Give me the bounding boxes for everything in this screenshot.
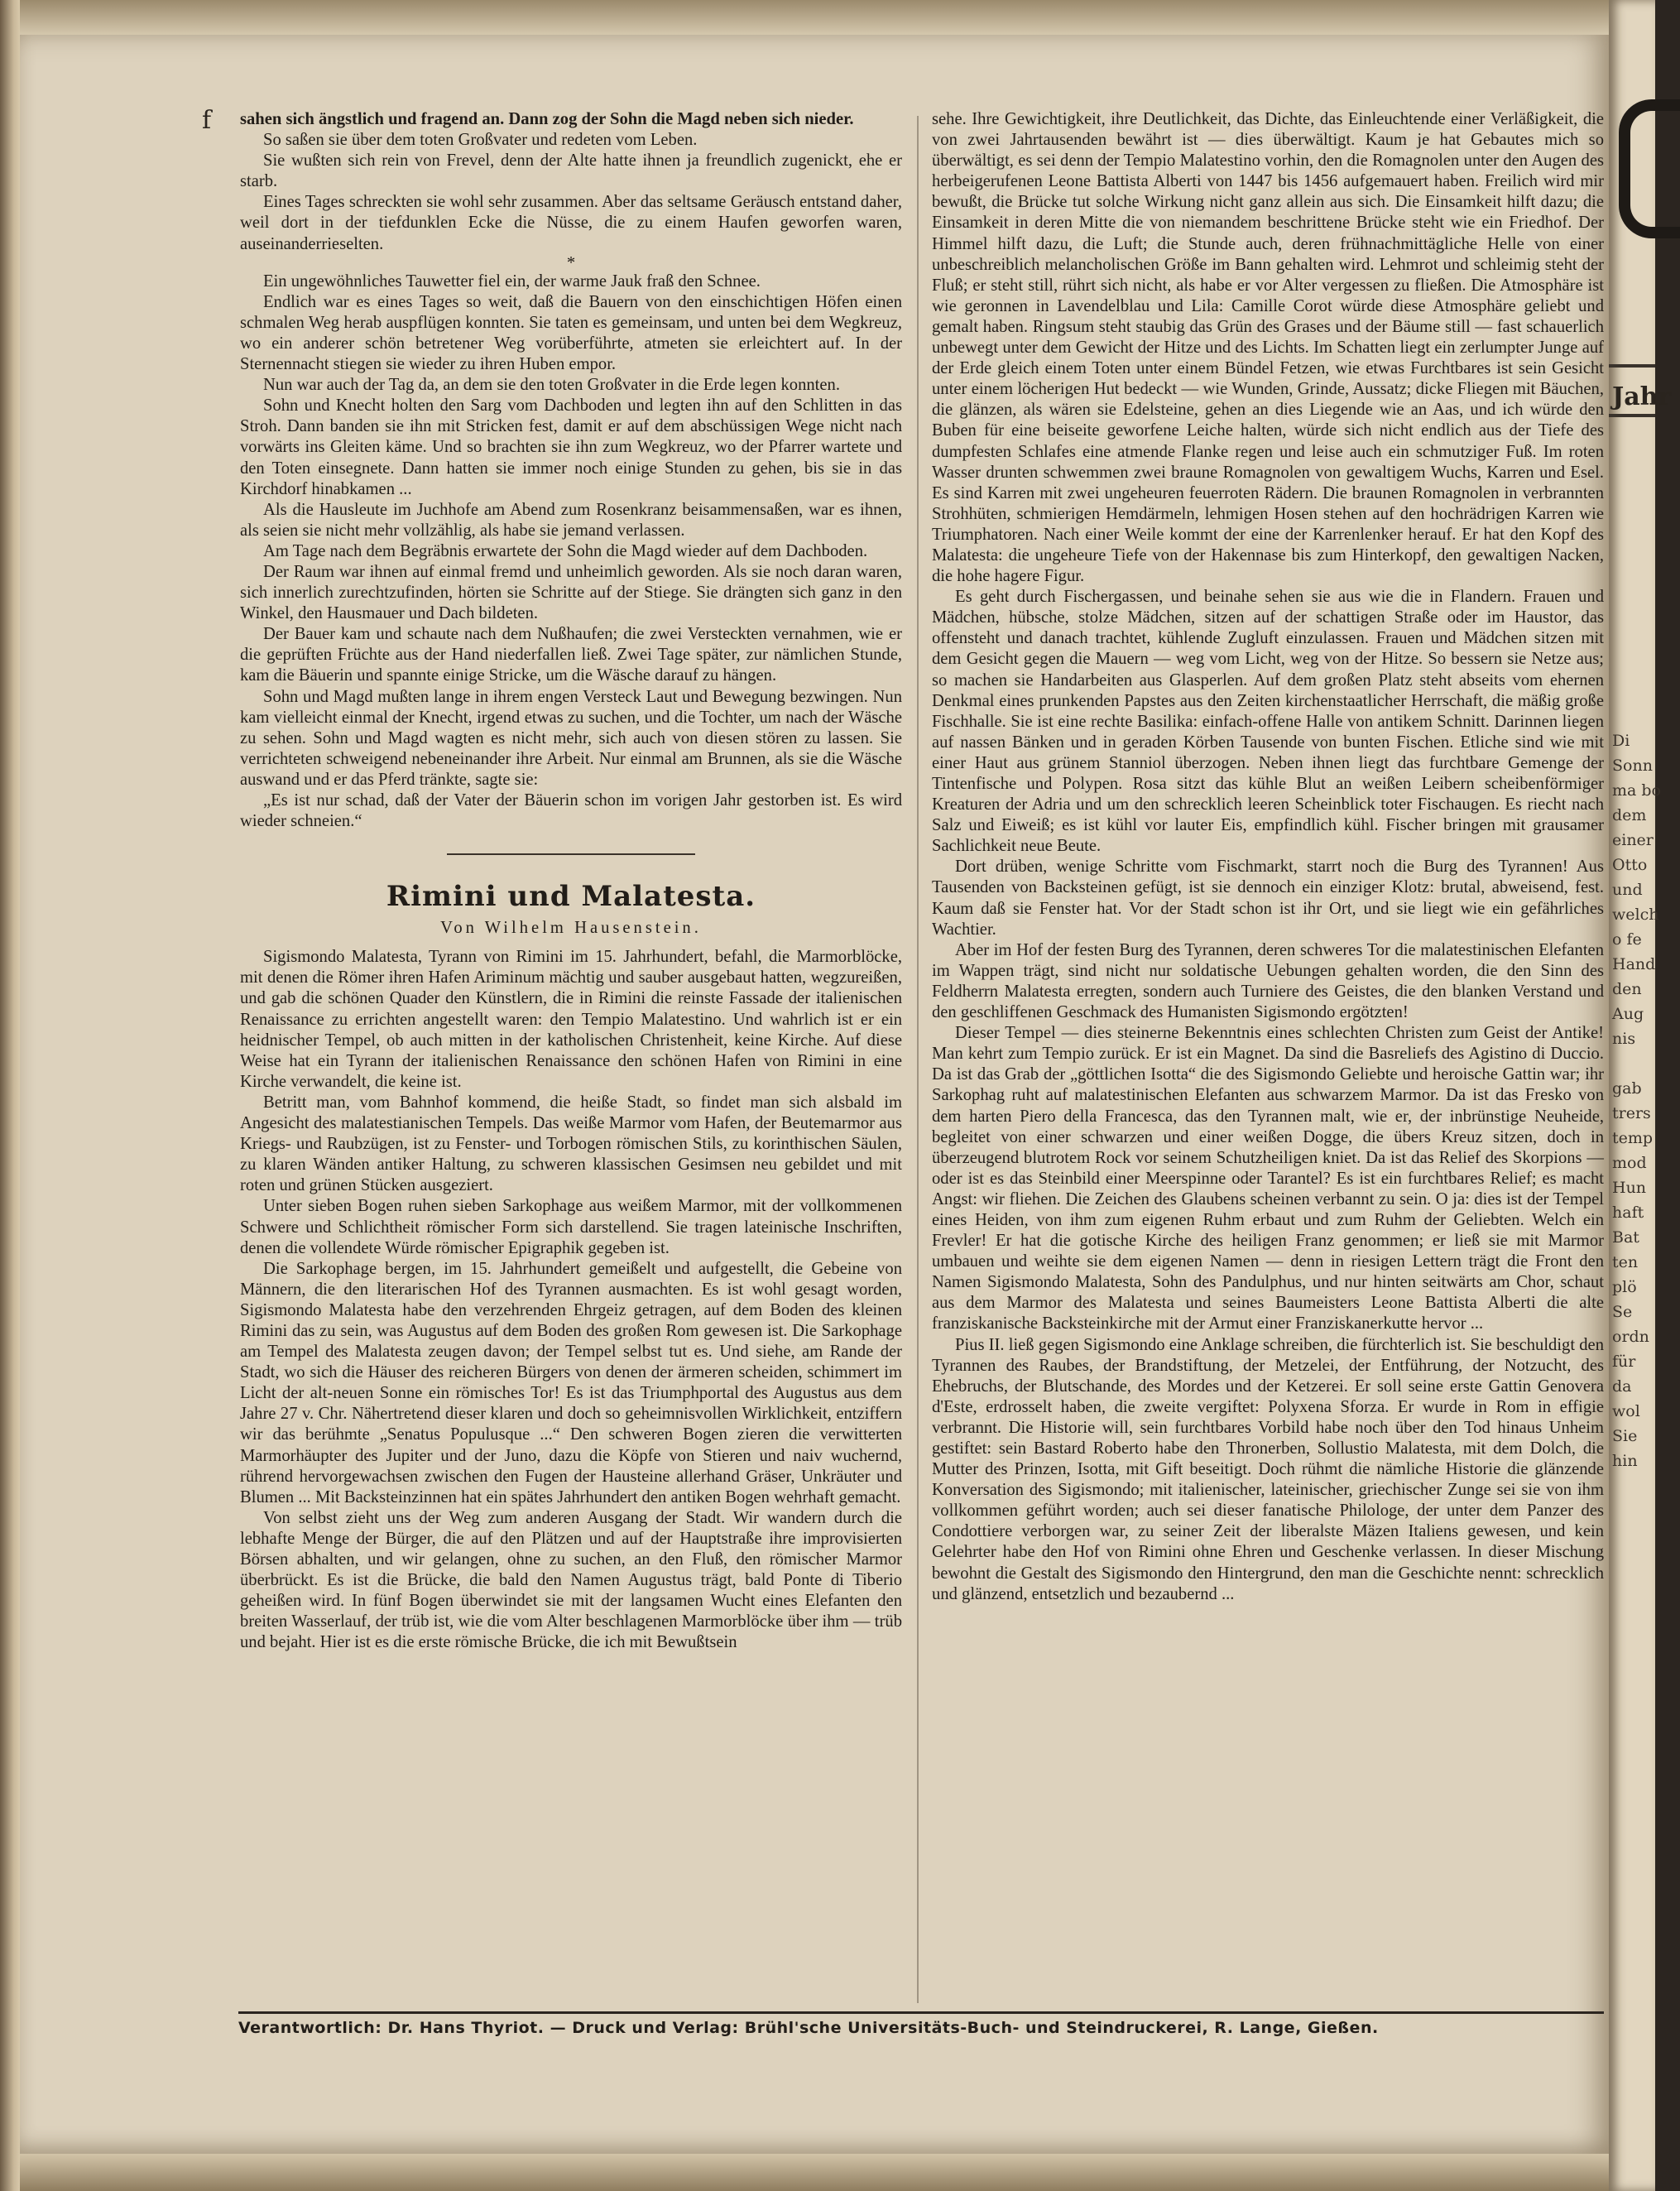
paragraph: Unter sieben Bogen ruhen sieben Sarkophage aus weißem Marmor, mit der vollkommenen Schwere und Schlichtheit römischer Form sich darstellend. Sie tragen lateinische Inschriften, denen die vollendete Würde römischer Epigraphik gegeben ist.: [240, 1197, 902, 1257]
paragraph: Ein ungewöhnliches Tauwetter fiel ein, der warme Jauk fraß den Schnee.: [263, 271, 761, 291]
paragraph: Der Bauer kam und schaute nach dem Nußhaufen; die zwei Versteckten vernahmen, wie er die geprüften Früchte aus der Hand niederfallen ließ. Zwei Tage später, zur nämlichen Stunde, kam die Bäuerin und spannte einige Stricke, um die Wäsche darauf zu hängen.: [240, 625, 902, 685]
adjacent-line-fragment: Hand: [1612, 955, 1656, 973]
adjacent-line-fragment: Se: [1612, 1303, 1633, 1321]
paragraph: Pius II. ließ gegen Sigismondo eine Anklage schreiben, die fürchterlich ist. Sie beschuldigt den Tyrannen des Raubes, der Brandstiftung, der Metzelei, der Entführung, der Notzucht, des Ehebruchs, der Blutschande, des Mordes und der Ketzerei. Er soll seine erste Gattin Genovera d'Este, erdrosselt haben, die zweite vergiftet: Polyxena Sforza. Er wurde in Rom in effigie verbrannt. Die Historie will, sein furchtbares Vorbild habe noch über den Tod hinaus Unheim gestiftet: sein Bastard Roberto habe den Thronerben, Sollustio Malatesta, mit dem Dolch, die Mutter des Prinzen, Isotta, mit Gift beseitigt. Doch rühmt die nämliche Historie die glänzende Konversation des Sigismondo; mit italienischer, lateinischer, griechischer Zunge sei sie von ihm vollkommen geführt worden; auch sei dieser fanatische Philologe, der unter dem Panzer des Condottiere verborgen war, zu seiner Zeit der liberalste Mäzen Italiens gewesen, und kein Gelehrter habe den Hof von Rimini ohne Ehren und Geschenke verlassen. In dieser Mischung bewohnt die Gestalt des Sigismondo den Hintergrund, den man die Geschichte nennt: schrecklich und glänzend, entsetzlich und bezaubernd ...: [932, 1335, 1604, 1603]
adjacent-line-fragment: Sie: [1612, 1427, 1638, 1445]
paragraph: Betritt man, vom Bahnhof kommend, die heiße Stadt, so findet man sich alsbald im Angesicht des malatestianischen Tempels. Das weiße Marmor vom Hafen, der Beutemarmor aus Kriegs- und Raubzügen, ist zu Fenster- und Torbogen römischen Stils, zu korinthischen Säulen, zu klaren Wänden antiker Haltung, zu schweren klassischen Gesimsen neu gebildet und mit roten und grünen Stücken ausgeziert.: [240, 1093, 902, 1195]
article-title: Rimini und Malatesta.: [386, 880, 756, 914]
page-bottom-edge: [20, 2154, 1609, 2191]
adjacent-line-fragment: Bat: [1612, 1228, 1639, 1247]
adjacent-line-fragment: Sonn: [1612, 757, 1653, 775]
paragraph: Nun war auch der Tag da, an dem sie den toten Großvater in die Erde legen konnten.: [263, 376, 840, 395]
paragraph: Dort drüben, wenige Schritte vom Fischmarkt, starrt noch die Burg des Tyrannen! Aus Tausenden von Backsteinen gefügt, ist sie dennoch ein einziger Klotz: brutal, abweisend, fest. Kaum daß sie Fenster hat. Vor der Stadt schon ist ihr Ort, und sie liegt wie ein gefährliches Wachtier.: [932, 858, 1604, 939]
adjacent-line-fragment: o fe: [1612, 930, 1642, 949]
paragraph: Sohn und Magd mußten lange in ihrem engen Versteck Laut und Bewegung bezwingen. Nun kam vielleicht einmal der Knecht, irgend etwas zu suchen, und die Tochter, um nach der Wäsche zu sehen. Sohn und Magd wagten es nicht mehr, sich auch von diesen stören zu lassen. Sie verrichteten schweigend nebeneinander ihre Arbeit. Nur einmal am Brunnen, als sie die Wäsche auswand und er das Pferd tränkte, sagte sie:: [240, 687, 902, 789]
paragraph: sehe. Ihre Gewichtigkeit, ihre Deutlichkeit, das Dichte, das Einleuchtende einer Verläßigkeit, die von zwei Jahrtausenden bewährt ist — dies überwältigt. Kaum je hat Gebautes mich so überwältigt, es sei denn der Tempio Malatestino vorhin, den die Romagnolen unter den Augen des herbeigerufenen Leone Battista Alberti von 1447 bis 1456 aufgemauert haben. Freilich wird mir bewußt, die Brücke tut solche Wirkung nicht ganz allein aus sich. Die Einsamkeit hilft dazu; die Einsamkeit in deren Mitte die von niemandem beschrittene Brücke steht wie ein Friedhof. Der Himmel hilft dazu, die Luft; die Stunde auch, deren frühnachmittägliche Helle von einer unbeschreiblich melancholischen Größe im Bann gehalten wird. Lehmrot und schleimig steht der Fluß; er steht still, rührt sich nicht, als habe er vor Alter vergessen zu fließen. Die Atmosphäre ist wie geronnen in Lavendelblau und Lila: Camille Corot würde diese Atmosphäre geliebt und gemalt haben. Ringsum steht staubig das Grün des Grases und der Bäume still — fast schauerlich unbewegt unter dem Gewicht der Hitze und des Lichts. Im Schatten liegt ein zerlumpter Junge auf der Erde gleich einem Toten unter einem Bündel Fetzen, wie etwas Furchtbares ist sein Gesicht unter einem löcherigen Hut bedeckt — wie Wunden, Grinde, Aussatz; dicke Fliegen mit Bäuchen, die glänzen, als wären sie Edelsteine, gehen an dies Liegende wie an Aas, und ich würde den Buben für eine beiseite geworfene Leiche halten, würde sich nicht endlich aus der Tiefe des dumpfesten Schlafes eine atmende Flanke regen und leise auch ein schmutziger Fuß. Im roten Wasser drunten schwemmen zwei braune Romagnolen von gewaltigem Wuchs, Karren und Esel. Es sind Karren mit zwei ungeheuren feuerroten Rädern. Die braunen Romagnolen in verbrannten Strohhüten, schmierigen Hemdärmeln, lehmigen Hosen stehen auf den hochrädrigen Karren wie Triumphatoren. Nach einer Weile kommt der eine der Karrenlenker herauf. Er hat den Kopf des Malatesta: die ungeheure Tiefe von der Hakennase bis zum Hinterkopf, den gewaltigen Nacken, die hohe hagere Figur.: [932, 110, 1604, 586]
adjacent-line-fragment: welch: [1612, 906, 1659, 924]
paragraph: Es geht durch Fischergassen, und beinahe sehen sie aus wie die in Flandern. Frauen und Mädchen, hübsche, stolze Mädchen, sitzen auf der schattigen Straße oder im Haustor, das offensteht und danach trachtet, kühlende Zugluft einzulassen. Frauen und Mädchen sitzen mit dem Gesicht gegen die Mauern — weg vom Licht, weg von der Hitze. So bessern sie Netze aus; so machen sie Handarbeiten aus Glasperlen. Auf dem großen Platz steht abseits vom ehernen Denkmal eines prunkenden Papstes aus den Zeiten kirchenstaatlicher Herrschaft, die mäßig große Fischhalle. Sie ist eine rechte Basilika: einfach-offene Halle von antikem Schnitt. Darinnen liegen auf nassen Bänken und in geraden Körben Tausende von bunten Fischen. Etliche sind wie mit einer Haut aus grünem Stanniol überzogen. Neben ihnen liegt das furchtbare Gemenge der Tintenfische und Polypen. Rosa sitzt das kühle Blut an weißen Leibern scheibenförmiger Kreaturen der Adria und um den schrecklich leeren Scheinblick toter Fischaugen. Es riecht nach Salz und Eiweiß; es ist kühl vor lauter Eis, empfindlich kühl. Fischer bringen mit grausamer Sachlichkeit neue Beute.: [932, 588, 1604, 856]
paragraph: „Es ist nur schad, daß der Vater der Bäuerin schon im vorigen Jahr gestorben ist. Es wird wieder schneien.“: [240, 791, 902, 831]
adjacent-line-fragment: trers: [1612, 1104, 1651, 1122]
column-divider: [917, 116, 919, 2003]
imprint-footer: Verantwortlich: Dr. Hans Thyriot. — Druck und Verlag: Brühl'sche Universitäts-Buch- und Steindruckerei, R. Lange, Gießen.: [238, 2011, 1604, 2037]
page-top-edge: [20, 0, 1609, 35]
adjacent-line-fragment: Di: [1612, 732, 1630, 750]
adjacent-line-fragment: da: [1612, 1377, 1632, 1396]
adjacent-line-fragment: mod: [1612, 1154, 1647, 1172]
adjacent-line-fragment: Aug: [1612, 1005, 1644, 1023]
paragraph: Eines Tages schreckten sie wohl sehr zusammen. Aber das seltsame Geräusch entstand daher, weil dort in der tiefdunklen Ecke die Nüsse, die zu einem Haufen geworfen waren, auseinanderrieselten.: [240, 193, 902, 253]
article-byline: Von Wilhelm Hausenstein.: [440, 919, 702, 938]
adjacent-page-edge: [1609, 0, 1672, 2191]
adjacent-line-fragment: ordn: [1612, 1328, 1649, 1346]
paragraph: Der Raum war ihnen auf einmal fremd und unheimlich geworden. Als sie noch daran waren, sich innerlich zurechtzufinden, hörten sie Schritte auf der Stiege. Sie drängten sich ganz in den Winkel, den Hausmauer und Dach bildeten.: [240, 562, 902, 623]
adjacent-line-fragment: Otto: [1612, 856, 1648, 874]
adjacent-line-fragment: und: [1612, 881, 1643, 899]
paragraph: Endlich war es eines Tages so weit, daß die Bauern von den einschichtigen Höfen einen schmalen Weg herab auspflügen konnten. Sie taten es gemeinsam, und unten bei dem Wegkreuz, wo ein anderer schön betretener Weg vorüberführte, atmeten sie erleichtert auf. In der Sternennacht stiegen sie wieder zu ihren Huben empor.: [240, 292, 902, 374]
adjacent-line-fragment: haft: [1612, 1204, 1644, 1222]
adjacent-line-fragment: den: [1612, 980, 1642, 998]
right-column: [932, 109, 1604, 2005]
paragraph: Am Tage nach dem Begräbnis erwartete der Sohn die Magd wieder auf dem Dachboden.: [263, 541, 868, 560]
adjacent-line-fragment: dem: [1612, 806, 1647, 824]
paragraph: Die Sarkophage bergen, im 15. Jahrhundert gemeißelt und aufgestellt, die Gebeine von Männern, die den literarischen Hof des Tyrannen ausmachten. Es ist wohl gesagt worden, Sigismondo Malatesta habe den verzehrenden Ehrgeiz getragen, auf dem Boden des kleinen Rimini das zu sein, was Augustus auf dem Boden des großen Rom gewesen ist. Die Sarkophage am Tempel des Malatesta zeugen davon; der Tempel selbst tut es. Und siehe, am Rande der Stadt, wo sich die Häuser des reicheren Bürgers von denen der ärmeren scheiden, schimmert im Licht der alt-neuen Sonne ein römisches Tor! Es ist das Triumphportal des Augustus aus dem Jahre 27 v. Chr. Nähertretend dieser klaren und doch so geheimnisvollen Wirklichkeit, entziffern wir das berühmte „Senatus Populusque ...“ Den schweren Bogen zieren die verwitterten Marmorhäupter des Jupiter und der Juno, dazu die Köpfe von Stieren und naiv wuchernd, rührend hervorgewachsen zwischen den Fugen der Hausteine allerhand Gräser, Unkräuter und Blumen ... Mit Backsteinzinnen hat ein spätes Jahrhundert den antiken Bogen wehrhaft gemacht.: [240, 1259, 902, 1506]
paragraph: Aber im Hof der festen Burg des Tyrannen, deren schweres Tor die malatestinischen Elefanten im Wappen trägt, sind nicht nur soldatische Uebungen gehalten worden, die den Sinn des Feldherrn Malatesta erregten, sondern auch Turniere des Geistes, die den blanken Verstand und den geschliffenen Geschmack des Humanisten Sigismondo ergötzten!: [932, 940, 1604, 1022]
left-column: [240, 109, 902, 2005]
paragraph: Sigismondo Malatesta, Tyrann von Rimini im 15. Jahrhundert, befahl, die Marmorblöcke, mit denen die Römer ihren Hafen Ariminum mächtig und sauber ausgebaut hatten, wegzureißen, und gab die schönen Quader den Künstlern, die in Rimini die reinste Fassade der italienischen Renaissance zu errichten angestellt waren: den Tempio Malatestino. Und wahrlich ist er ein heidnischer Tempel, ob auch mitten in der katholischen Christenheit, keine Kirche. Auf diese Weise hat ein Tyrann der italienischen Renaissance den schönen Hafen von Rimini in eine Kirche verwandelt, die keine ist.: [240, 948, 902, 1091]
adjacent-line-fragment: Hun: [1612, 1179, 1647, 1197]
adjacent-line-fragment: ma bo: [1612, 781, 1661, 800]
adjacent-line-fragment: gab: [1612, 1079, 1642, 1098]
adjacent-line-fragment: einer: [1612, 831, 1654, 849]
adjacent-line-fragment: temp: [1612, 1129, 1654, 1147]
adjacent-heading-fragment: Jahr: [1612, 382, 1672, 411]
adjacent-line-fragment: [1612, 1051, 1662, 1076]
adjacent-line-fragment: für: [1612, 1353, 1636, 1371]
paragraph: Sie wußten sich rein von Frevel, denn der Alte hatte ihnen ja freundlich zugenickt, ehe er starb.: [240, 151, 902, 191]
adjacent-line-fragment: ten: [1612, 1253, 1639, 1271]
adjacent-text-fragments: [1612, 728, 1662, 1473]
adjacent-rule: [1609, 364, 1655, 368]
adjacent-masthead-letter: [1619, 99, 1680, 238]
paragraph: Dieser Tempel — dies steinerne Bekenntnis eines schlechten Christen zum Geist der Antike! Man kehrt zum Tempio zurück. Er ist ein Magnet. Da sind die Basreliefs des Agistino di Duccio. Da ist das Grab der „göttlichen Isotta“ die des Sigismondo Geliebte und heroische Gattin war; ihr Sarkophag ruht auf malatestinischen Elefanten aus schwarzem Marmor. Da ist das Fresko von dem harten Piero della Francesca, das den Tyrannen malt, wie er, der inbrünstige Neuheide, begleitet von einer schwarzen und einer weißen Dogge, die übers Kreuz sitzen, doch in überzeugend blutrotem Rock vor seinem Schutzheiligen kniet. Da ist das Relief des Skorpions — oder ist es das Steinbild einer Meerspinne oder Tarantel? Es ist ein furchtbares Relief; es macht Angst: wir fliehen. Die Zeichen des Glaubens scheinen verbannt zu sein. O ja: dies ist der Tempel eines Heiden, von ihm zum eigenen Ruhm erbaut und zum Ruhm der Geliebten. Welch ein Frevler! Er hat die gotische Kirche des heiligen Franz genommen; er ließ sie mit Marmor umbauen und weihte sie dem eigenen Namen — denn in riesigen Lettern trägt die Front den Namen Sigismondo Malatesta, Sohn des Pandulphus, und nur hinten seitwärts am Chor, schaut aus dem Marmor des Malatesta und seines Baumeisters Leone Battista Alberti die alte franziskanische Backsteinkirche mit der Armut einer Franziskanerkutte hervor ...: [932, 1024, 1604, 1333]
adjacent-line-fragment: nis: [1612, 1030, 1636, 1048]
paragraph: sahen sich ängstlich und fragend an. Dann zog der Sohn die Magd neben sich nieder.: [240, 110, 854, 128]
paragraph: So saßen sie über dem toten Großvater und redeten vom Leben.: [263, 131, 698, 150]
book-binding-edge: [0, 0, 20, 2191]
adjacent-line-fragment: plö: [1612, 1278, 1637, 1296]
adjacent-line-fragment: hin: [1612, 1452, 1638, 1470]
adjacent-line-fragment: wol: [1612, 1402, 1640, 1420]
article-separator-rule: [447, 853, 695, 855]
paragraph: Als die Hausleute im Juchhofe am Abend zum Rosenkranz beisammensaßen, war es ihnen, als seien sie nicht mehr vollzählig, als habe sie jemand verlassen.: [240, 500, 902, 540]
section-break-asterisk: *: [566, 253, 576, 272]
paragraph: Sohn und Knecht holten den Sarg vom Dachboden und legten ihn auf den Schlitten in das Stroh. Dann banden sie ihn mit Stricken fest, damit er auf dem abschüssigen Wege nicht nach vorwärts ins Gleiten käme. Und so brachten sie ihn zum Wegkreuz, wo der Pfarrer wartete und den Toten einsegnete. Dann hatten sie immer noch einige Stunden zu gehen, bis sie in das Kirchdorf hinabkamen ...: [240, 396, 902, 498]
adjacent-rule: [1609, 414, 1655, 417]
corner-mark: f: [202, 106, 212, 135]
paragraph: Von selbst zieht uns der Weg zum anderen Ausgang der Stadt. Wir wandern durch die lebhafte Menge der Bürger, die auf den Plätzen und auf der Hauptstraße ihre improvisierten Börsen abhalten, und wir gelangen, ohne zu suchen, an den Fluß, den römischer Marmor überbrückt. Es ist die Brücke, die bald den Namen Augustus trägt, bald Ponte di Tiberio geheißen wird. In fünf Bogen überwindet sie mit der langsamen Wucht eines Elefanten den breiten Wasserlauf, der trüb ist, wie die vom Alter beschlagenen Marmorblöcke über ihm — trüb und bejaht. Hier ist es die erste römische Brücke, die ich mit Bewußtsein: [240, 1508, 902, 1652]
